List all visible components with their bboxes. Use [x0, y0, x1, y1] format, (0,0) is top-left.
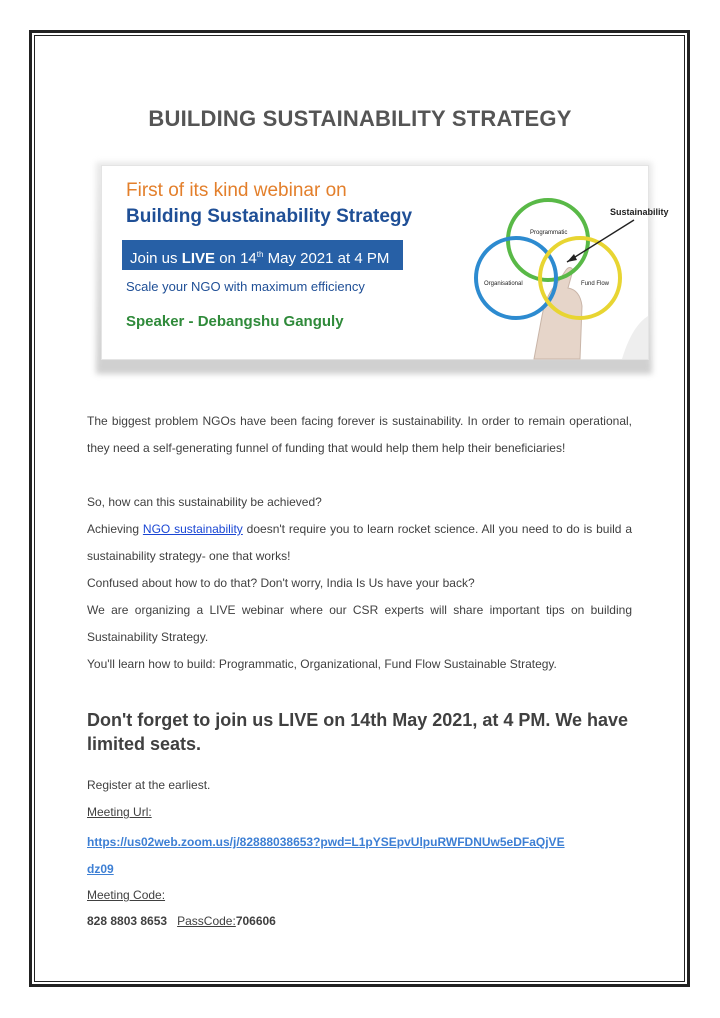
- venn-label-organisational: Organisational: [484, 281, 523, 287]
- paragraph-problem: The biggest problem NGOs have been facing forever is sustainability. In order to remain operational, they need a self-generating funnel of funding that would help them help their beneficiaries!: [87, 414, 632, 455]
- bar-mid: on 14: [215, 250, 257, 267]
- paragraph-learn: You'll learn how to build: Programmatic, Organizational, Fund Flow Sustainable Strategy.: [87, 657, 557, 671]
- meeting-url-label-text: Meeting Url:: [87, 805, 152, 819]
- meeting-url-label: [87, 799, 632, 826]
- document-title: BUILDING SUSTAINABILITY STRATEGY: [148, 106, 572, 131]
- passcode-value: 706606: [235, 914, 276, 928]
- meeting-url-continued[interactable]: [87, 856, 632, 883]
- meeting-code-value: 828 8803 8653: [87, 914, 168, 928]
- meeting-url-link-line1[interactable]: https://us02web.zoom.us/j/82888038653?pwd=L1pYSEpvUlpuRWFDNUw5eDFaQjVE: [87, 835, 565, 849]
- banner-line-title: Building Sustainability Strategy: [126, 206, 413, 227]
- register-text: Register at the earliest.: [87, 778, 211, 792]
- paragraph-organizing: We are organizing a LIVE webinar where our CSR experts will share important tips on building Sustainability Strategy.: [87, 603, 632, 644]
- achieving-pre: Achieving: [87, 522, 143, 536]
- paragraph-achieving: [87, 516, 632, 570]
- bar-live: LIVE: [181, 250, 216, 267]
- cta-heading: Don't forget to join us LIVE on 14th May 2021, at 4 PM. We have limited seats.: [87, 710, 629, 754]
- sleeve-shape: [622, 316, 648, 359]
- bar-pre: Join us: [130, 250, 182, 267]
- banner-line-speaker: Speaker - Debangshu Ganguly: [126, 313, 344, 330]
- achieving-post: doesn't require you to learn rocket science. All you need to do is build a sustainability strategy- one that works!: [87, 522, 632, 563]
- bar-post: May 2021 at 4 PM: [263, 250, 390, 267]
- paragraph-question: So, how can this sustainability be achieved?: [87, 495, 322, 509]
- webinar-banner: [101, 165, 669, 360]
- meeting-code-label-text: Meeting Code:: [87, 888, 166, 902]
- banner-date-bar: [122, 240, 403, 270]
- meeting-url-link-line2[interactable]: dz09: [87, 862, 114, 876]
- pointer-arrowhead: [567, 254, 577, 262]
- venn-diagram: [442, 166, 669, 359]
- bar-sup: th: [256, 250, 264, 259]
- meeting-code-label: [87, 882, 632, 909]
- passcode-label: PassCode:: [177, 914, 236, 928]
- pointer-arrow: [567, 220, 634, 262]
- venn-label-sustainability: Sustainability: [610, 207, 669, 217]
- paragraph-confused: Confused about how to do that? Don't worry, India Is Us have your back?: [87, 576, 475, 590]
- venn-label-programmatic: Programmatic: [530, 230, 568, 236]
- ngo-sustainability-link[interactable]: NGO sustainability: [142, 522, 243, 536]
- venn-label-fund-flow: Fund Flow: [581, 281, 610, 287]
- meeting-credentials: [87, 908, 632, 935]
- meeting-url[interactable]: [87, 829, 647, 856]
- banner-line-webinar: First of its kind webinar on: [126, 180, 347, 201]
- banner-line-scale: Scale your NGO with maximum efficiency: [126, 279, 365, 294]
